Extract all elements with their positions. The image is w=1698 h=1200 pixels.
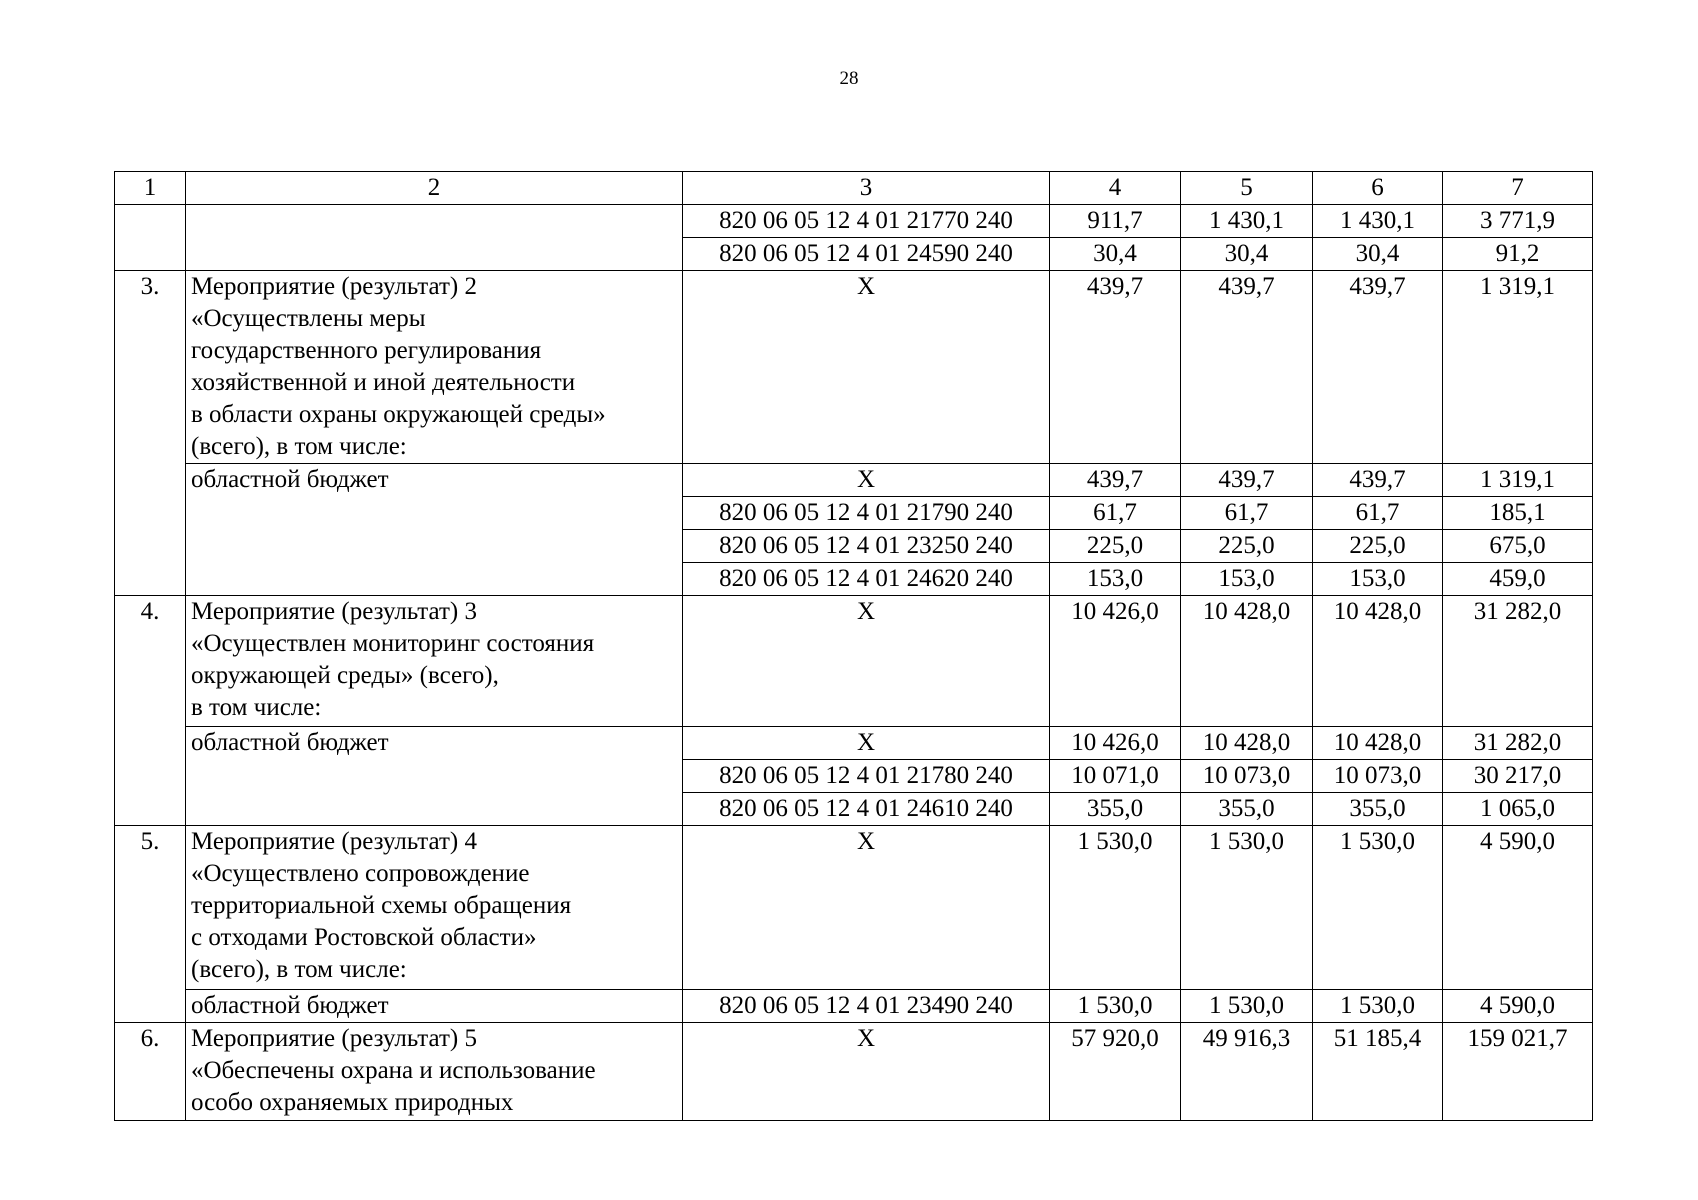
table-row: [115, 727, 1593, 760]
value-col4: 57 920,0: [1050, 1023, 1181, 1121]
value-col6: 10 073,0: [1313, 760, 1443, 793]
row-number: 6.: [115, 1023, 186, 1121]
budget-code: 820 06 05 12 4 01 24610 240: [683, 793, 1050, 826]
budget-code: X: [683, 727, 1050, 760]
budget-code: 820 06 05 12 4 01 23490 240: [683, 990, 1050, 1023]
value-col7: 31 282,0: [1443, 727, 1593, 760]
description-line: особо охраняемых природных: [191, 1089, 514, 1116]
value-col6: 355,0: [1313, 793, 1443, 826]
value-col6: 225,0: [1313, 530, 1443, 563]
budget-code: X: [683, 826, 1050, 990]
value-col5: 61,7: [1181, 497, 1313, 530]
description-line: с отходами Ростовской области»: [191, 924, 537, 951]
value-col7: 675,0: [1443, 530, 1593, 563]
value-col7: 459,0: [1443, 563, 1593, 596]
description-line: «Осуществлены меры: [191, 305, 426, 332]
value-col5: 1 530,0: [1181, 826, 1313, 990]
description-line: «Осуществлен мониторинг состояния: [191, 630, 595, 657]
value-col7: 91,2: [1443, 238, 1593, 271]
header-cell: 1: [115, 172, 186, 205]
value-col4: 1 530,0: [1050, 990, 1181, 1023]
description-line: (всего), в том числе:: [191, 433, 407, 460]
header-cell: 6: [1313, 172, 1443, 205]
budget-label: областной бюджет: [186, 990, 683, 1023]
value-col6: 30,4: [1313, 238, 1443, 271]
description-line: хозяйственной и иной деятельности: [191, 369, 576, 396]
value-col5: 439,7: [1181, 271, 1313, 464]
value-col6: 10 428,0: [1313, 727, 1443, 760]
budget-code: X: [683, 464, 1050, 497]
value-col4: 30,4: [1050, 238, 1181, 271]
value-col4: 10 426,0: [1050, 596, 1181, 727]
value-col6: 1 430,1: [1313, 205, 1443, 238]
budget-code: 820 06 05 12 4 01 23250 240: [683, 530, 1050, 563]
description-line: территориальной схемы обращения: [191, 892, 572, 919]
value-col6: 1 530,0: [1313, 990, 1443, 1023]
description-cell: [186, 205, 683, 271]
budget-code: X: [683, 271, 1050, 464]
header-row: [115, 172, 1593, 205]
description-line: Мероприятие (результат) 5: [191, 1025, 477, 1052]
value-col5: 1 430,1: [1181, 205, 1313, 238]
value-col4: 10 071,0: [1050, 760, 1181, 793]
value-col4: 439,7: [1050, 464, 1181, 497]
value-col4: 61,7: [1050, 497, 1181, 530]
value-col7: 159 021,7: [1443, 1023, 1593, 1121]
description-line: государственного регулирования: [191, 337, 542, 364]
header-cell: 3: [683, 172, 1050, 205]
value-col6: 439,7: [1313, 464, 1443, 497]
value-col7: 4 590,0: [1443, 826, 1593, 990]
measure-description: [186, 271, 683, 464]
value-col5: 225,0: [1181, 530, 1313, 563]
value-col5: 355,0: [1181, 793, 1313, 826]
value-col5: 10 428,0: [1181, 596, 1313, 727]
table-row: [115, 271, 1593, 464]
value-col6: 439,7: [1313, 271, 1443, 464]
value-col4: 10 426,0: [1050, 727, 1181, 760]
value-col4: 1 530,0: [1050, 826, 1181, 990]
row-number: 5.: [115, 826, 186, 1023]
table-row: [115, 826, 1593, 990]
header-cell: 4: [1050, 172, 1181, 205]
value-col4: 225,0: [1050, 530, 1181, 563]
measure-description: [186, 596, 683, 727]
header-cell: 5: [1181, 172, 1313, 205]
value-col6: 1 530,0: [1313, 826, 1443, 990]
description-line: окружающей среды» (всего),: [191, 662, 499, 689]
value-col5: 10 428,0: [1181, 727, 1313, 760]
value-col5: 49 916,3: [1181, 1023, 1313, 1121]
value-col7: 4 590,0: [1443, 990, 1593, 1023]
value-col4: 153,0: [1050, 563, 1181, 596]
value-col4: 439,7: [1050, 271, 1181, 464]
measure-description: [186, 1023, 683, 1121]
value-col7: 1 319,1: [1443, 271, 1593, 464]
value-col6: 153,0: [1313, 563, 1443, 596]
row-number: 4.: [115, 596, 186, 826]
budget-code: 820 06 05 12 4 01 21770 240: [683, 205, 1050, 238]
value-col5: 30,4: [1181, 238, 1313, 271]
value-col7: 31 282,0: [1443, 596, 1593, 727]
value-col6: 51 185,4: [1313, 1023, 1443, 1121]
value-col7: 30 217,0: [1443, 760, 1593, 793]
budget-code: 820 06 05 12 4 01 21780 240: [683, 760, 1050, 793]
budget-code: 820 06 05 12 4 01 24590 240: [683, 238, 1050, 271]
value-col6: 10 428,0: [1313, 596, 1443, 727]
description-line: Мероприятие (результат) 4: [191, 828, 477, 855]
page-number: 28: [839, 68, 859, 89]
value-col7: 3 771,9: [1443, 205, 1593, 238]
value-col7: 1 065,0: [1443, 793, 1593, 826]
measure-description: [186, 826, 683, 990]
value-col4: 355,0: [1050, 793, 1181, 826]
value-col5: 1 530,0: [1181, 990, 1313, 1023]
budget-code: X: [683, 1023, 1050, 1121]
value-col6: 61,7: [1313, 497, 1443, 530]
description-line: (всего), в том числе:: [191, 956, 407, 983]
value-col5: 439,7: [1181, 464, 1313, 497]
table-row: [115, 596, 1593, 727]
value-col7: 185,1: [1443, 497, 1593, 530]
budget-code: X: [683, 596, 1050, 727]
header-cell: 7: [1443, 172, 1593, 205]
header-cell: 2: [186, 172, 683, 205]
description-line: Мероприятие (результат) 2: [191, 273, 477, 300]
description-line: Мероприятие (результат) 3: [191, 598, 477, 625]
table-row: [115, 990, 1593, 1023]
budget-code: 820 06 05 12 4 01 21790 240: [683, 497, 1050, 530]
description-line: в области охраны окружающей среды»: [191, 401, 606, 428]
table-row: [115, 464, 1593, 497]
value-col4: 911,7: [1050, 205, 1181, 238]
table-row: [115, 205, 1593, 238]
row-number: 3.: [115, 271, 186, 596]
table-row: [115, 1023, 1593, 1121]
value-col7: 1 319,1: [1443, 464, 1593, 497]
description-line: в том числе:: [191, 694, 322, 721]
row-number-cell: [115, 205, 186, 271]
value-col5: 153,0: [1181, 563, 1313, 596]
budget-code: 820 06 05 12 4 01 24620 240: [683, 563, 1050, 596]
budget-label: областной бюджет: [186, 464, 683, 596]
budget-table: [114, 171, 1593, 1121]
description-line: «Обеспечены охрана и использование: [191, 1057, 596, 1084]
value-col5: 10 073,0: [1181, 760, 1313, 793]
budget-label: областной бюджет: [186, 727, 683, 826]
description-line: «Осуществлено сопровождение: [191, 860, 530, 887]
